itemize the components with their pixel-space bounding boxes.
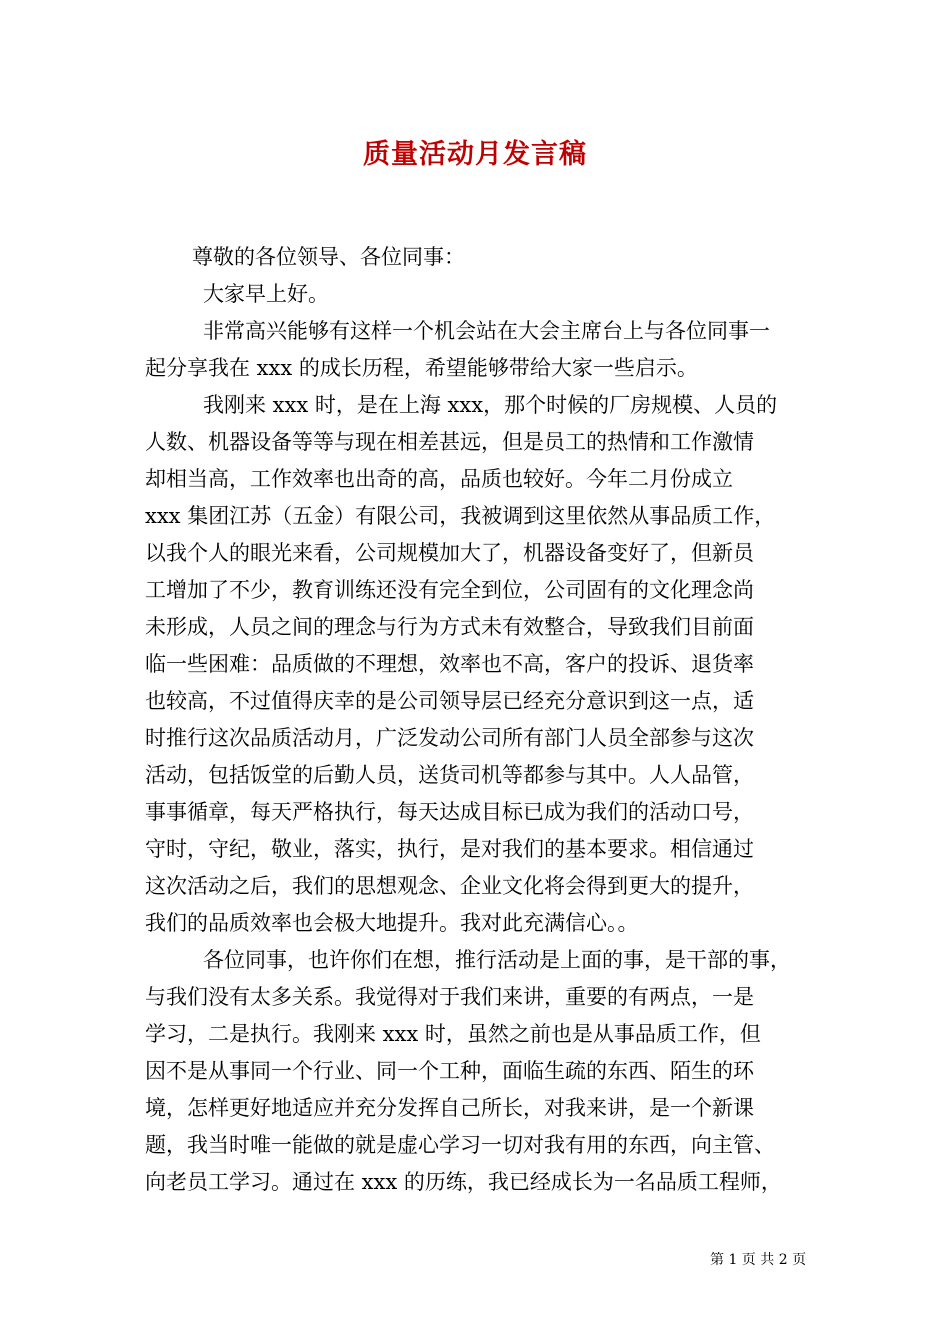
text-line: 未形成，人员之间的理念与行为方式未有效整合，导致我们目前面 — [145, 615, 754, 639]
text-line: 工增加了不少，教育训练还没有完全到位，公司固有的文化理念尚 — [145, 578, 754, 602]
text-line: 起分享我在 xxx 的成长历程，希望能够带给大家一些启示。 — [145, 356, 698, 380]
text-line: 活动，包括饭堂的后勤人员，送货司机等都参与其中。人人品管， — [145, 763, 754, 787]
text-line: 向老员工学习。通过在 xxx 的历练，我已经成长为一名品质工程师， — [145, 1170, 782, 1194]
text-line: 题，我当时唯一能做的就是虚心学习一切对我有用的东西，向主管、 — [145, 1133, 775, 1157]
text-line: 临一些困难：品质做的不理想，效率也不高，客户的投诉、退货率 — [145, 652, 754, 676]
text-line: 这次活动之后，我们的思想观念、企业文化将会得到更大的提升， — [145, 874, 754, 898]
text-line: 以我个人的眼光来看，公司规模加大了，机器设备变好了，但新员 — [145, 541, 754, 565]
page-number: 第 1 页 共 2 页 — [710, 1252, 807, 1268]
text-line-greeting: 尊敬的各位领导、各位同事： — [192, 245, 465, 269]
text-line: 境，怎样更好地适应并充分发挥自己所长，对我来讲，是一个新课 — [145, 1096, 754, 1120]
text-line: 非常高兴能够有这样一个机会站在大会主席台上与各位同事一 — [203, 319, 770, 343]
text-line: 我们的品质效率也会极大地提升。我对此充满信心。。 — [145, 911, 639, 935]
text-line: 我刚来 xxx 时，是在上海 xxx，那个时候的厂房规模、人员的 — [203, 393, 778, 417]
text-line: 因不是从事同一个行业、同一个工种，面临生疏的东西、陌生的环 — [145, 1059, 754, 1083]
text-line: 也较高，不过值得庆幸的是公司领导层已经充分意识到这一点，适 — [145, 689, 754, 713]
text-line: 事事循章，每天严格执行，每天达成目标已成为我们的活动口号， — [145, 800, 754, 824]
text-line: xxx 集团江苏（五金）有限公司，我被调到这里依然从事品质工作， — [145, 504, 776, 528]
text-line-morning: 大家早上好。 — [203, 282, 329, 306]
text-line: 时推行这次品质活动月，广泛发动公司所有部门人员全部参与这次 — [145, 726, 754, 750]
text-line: 却相当高，工作效率也出奇的高，品质也较好。今年二月份成立 — [145, 467, 733, 491]
text-line: 各位同事，也许你们在想，推行活动是上面的事，是干部的事， — [203, 948, 791, 972]
text-line: 人数、机器设备等等与现在相差甚远，但是员工的热情和工作激情 — [145, 430, 754, 454]
text-line: 与我们没有太多关系。我觉得对于我们来讲，重要的有两点，一是 — [145, 985, 754, 1009]
document-title: 质量活动月发言稿 — [363, 139, 587, 170]
text-line: 守时，守纪，敬业，落实，执行，是对我们的基本要求。相信通过 — [145, 837, 754, 861]
text-line: 学习，二是执行。我刚来 xxx 时，虽然之前也是从事品质工作，但 — [145, 1022, 761, 1046]
